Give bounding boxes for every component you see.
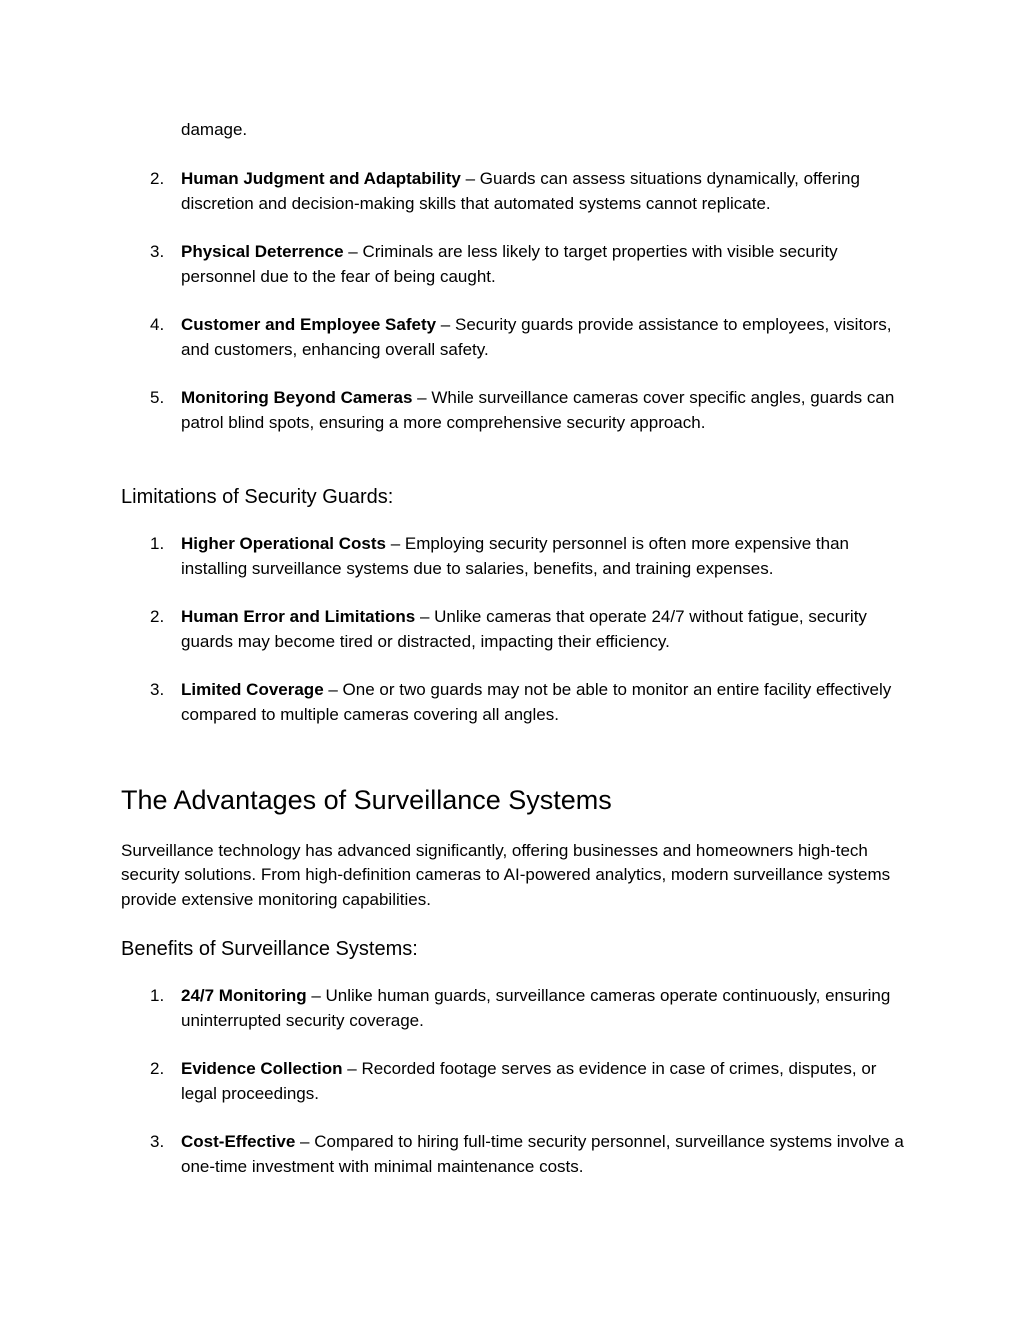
list-item-text: – Criminals are less likely to target properties with visible security personnel due to the fear of being caught.	[181, 242, 838, 286]
list-number: 2.	[150, 1059, 165, 1078]
list-number: 5.	[150, 388, 165, 407]
list-item-term: Cost-Effective	[181, 1132, 296, 1151]
list-number: 2.	[150, 607, 165, 626]
list-number: 3.	[150, 242, 165, 261]
list-item-term: Physical Deterrence	[181, 242, 344, 261]
list-item	[121, 313, 911, 362]
list-item-text: – Unlike human guards, surveillance cameras operate continuously, ensuring uninterrupted security coverage.	[181, 986, 891, 1030]
continued-text: damage.	[181, 120, 248, 139]
list-item	[121, 240, 911, 289]
list-item	[121, 1130, 911, 1179]
list-item-text: – Guards can assess situations dynamically, offering discretion and decision-making skills that automated systems cannot replicate.	[181, 169, 860, 213]
list-item	[121, 532, 911, 581]
list-item-term: Monitoring Beyond Cameras	[181, 388, 413, 407]
list-item-text: – While surveillance cameras cover specific angles, guards can patrol blind spots, ensuring a more comprehensive security approach.	[181, 388, 895, 432]
list-number: 1.	[150, 986, 165, 1005]
list-item-term: 24/7 Monitoring	[181, 986, 307, 1005]
list-item-text: – Compared to hiring full-time security personnel, surveillance systems involve a one-time investment with minimal maintenance costs.	[181, 1132, 904, 1176]
list-number: 2.	[150, 169, 165, 188]
list-item-term: Human Judgment and Adaptability	[181, 169, 461, 188]
list-item-term: Human Error and Limitations	[181, 607, 416, 626]
list-item-text: – Employing security personnel is often more expensive than installing surveillance systems due to salaries, benefits, and training expenses.	[181, 534, 850, 578]
list-number: 3.	[150, 1132, 165, 1151]
list-number: 3.	[150, 680, 165, 699]
list-item	[121, 1057, 911, 1106]
section-title: The Advantages of Surveillance Systems	[121, 785, 612, 815]
list-item	[121, 167, 911, 216]
list-number: 1.	[150, 534, 165, 553]
list-item-term: Limited Coverage	[181, 680, 324, 699]
benefits-list	[121, 984, 911, 1179]
list-item-term: Higher Operational Costs	[181, 534, 386, 553]
list-item	[121, 386, 911, 435]
list-item	[121, 984, 911, 1033]
guard-advantages-list	[121, 167, 911, 435]
section-intro: Surveillance technology has advanced significantly, offering businesses and homeowners high-tech security solutions. From high-definition cameras to AI-powered analytics, modern surveillance systems provide extensive monitoring capabilities.	[121, 841, 891, 909]
list-item-text: – Unlike cameras that operate 24/7 without fatigue, security guards may become tired or distracted, impacting their efficiency.	[181, 607, 867, 651]
list-item-text: – Security guards provide assistance to employees, visitors, and customers, enhancing overall safety.	[181, 315, 892, 359]
list-item-term: Customer and Employee Safety	[181, 315, 437, 334]
limitations-heading: Limitations of Security Guards:	[121, 486, 394, 508]
list-number: 4.	[150, 315, 165, 334]
list-item-term: Evidence Collection	[181, 1059, 343, 1078]
limitations-list	[121, 532, 911, 727]
list-item-text: – Recorded footage serves as evidence in case of crimes, disputes, or legal proceedings.	[181, 1059, 877, 1103]
list-item-text: – One or two guards may not be able to monitor an entire facility effectively compared to multiple cameras covering all angles.	[181, 680, 892, 724]
list-item	[121, 605, 911, 654]
list-item	[121, 678, 911, 727]
benefits-heading: Benefits of Surveillance Systems:	[121, 938, 418, 960]
